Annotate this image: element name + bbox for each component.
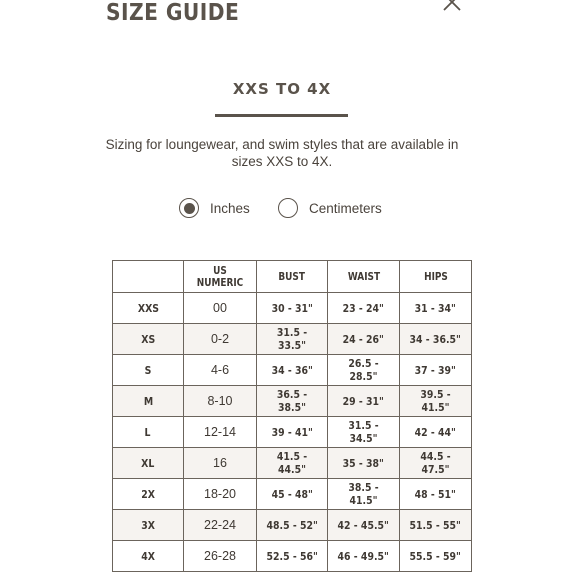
cell-bust: 30 - 31" [257, 293, 328, 324]
cell-waist: 35 - 38" [328, 448, 400, 479]
cell-waist: 38.5 - 41.5" [328, 479, 400, 510]
cell-us-numeric: 4-6 [184, 355, 257, 386]
cell-us-numeric: 8-10 [184, 386, 257, 417]
table-row [113, 510, 472, 541]
cell-hips: 37 - 39" [400, 355, 472, 386]
cell-bust: 34 - 36" [257, 355, 328, 386]
cell-size: M [113, 386, 184, 417]
table-row [113, 355, 472, 386]
close-button[interactable] [440, 0, 464, 14]
tab-xxs-to-4x[interactable]: XXS TO 4X [232, 80, 332, 98]
cell-waist: 23 - 24" [328, 293, 400, 324]
cell-hips: 42 - 44" [400, 417, 472, 448]
description-line-2: sizes XXS to 4X. [231, 154, 333, 169]
radio-inches-label: Inches [210, 200, 250, 216]
table-header-row [113, 261, 472, 293]
cell-size: XS [113, 324, 184, 355]
radio-inches[interactable] [179, 196, 250, 220]
radio-unselected-icon[interactable] [278, 198, 298, 218]
cell-bust: 48.5 - 52" [257, 510, 328, 541]
cell-hips: 34 - 36.5" [400, 324, 472, 355]
cell-hips: 39.5 - 41.5" [400, 386, 472, 417]
cell-hips: 48 - 51" [400, 479, 472, 510]
size-chart-table [112, 260, 472, 572]
cell-size: XXS [113, 293, 184, 324]
cell-us-numeric: 0-2 [184, 324, 257, 355]
table-row [113, 324, 472, 355]
cell-bust: 52.5 - 56" [257, 541, 328, 572]
cell-waist: 31.5 - 34.5" [328, 417, 400, 448]
header-hips: HIPS [400, 261, 472, 293]
cell-hips: 55.5 - 59" [400, 541, 472, 572]
header-size [113, 261, 184, 293]
cell-us-numeric: 16 [184, 448, 257, 479]
cell-size: 4X [113, 541, 184, 572]
cell-us-numeric: 26-28 [184, 541, 257, 572]
cell-size: 2X [113, 479, 184, 510]
unit-selector [0, 196, 580, 220]
cell-bust: 36.5 - 38.5" [257, 386, 328, 417]
cell-size: S [113, 355, 184, 386]
cell-size: L [113, 417, 184, 448]
cell-us-numeric: 18-20 [184, 479, 257, 510]
radio-dot [184, 203, 195, 214]
radio-centimeters-label: Centimeters [309, 200, 382, 216]
table-row [113, 448, 472, 479]
cell-waist: 26.5 - 28.5" [328, 355, 400, 386]
header-waist: WAIST [328, 261, 400, 293]
cell-us-numeric: 22-24 [184, 510, 257, 541]
header-us-numeric: US NUMERIC [184, 261, 257, 293]
table-row [113, 479, 472, 510]
cell-bust: 45 - 48" [257, 479, 328, 510]
cell-bust: 41.5 - 44.5" [257, 448, 328, 479]
cell-hips: 31 - 34" [400, 293, 472, 324]
close-icon[interactable] [440, 0, 464, 14]
tab-active-underline [215, 114, 348, 117]
cell-waist: 46 - 49.5" [328, 541, 400, 572]
page-title: SIZE GUIDE [106, 0, 240, 26]
table-row [113, 417, 472, 448]
cell-hips: 51.5 - 55" [400, 510, 472, 541]
cell-bust: 31.5 - 33.5" [257, 324, 328, 355]
radio-centimeters[interactable] [278, 196, 382, 220]
cell-size: XL [113, 448, 184, 479]
cell-size: 3X [113, 510, 184, 541]
table-row [113, 293, 472, 324]
cell-hips: 44.5 - 47.5" [400, 448, 472, 479]
cell-waist: 42 - 45.5" [328, 510, 400, 541]
cell-us-numeric: 12-14 [184, 417, 257, 448]
cell-us-numeric: 00 [184, 293, 257, 324]
cell-bust: 39 - 41" [257, 417, 328, 448]
cell-waist: 29 - 31" [328, 386, 400, 417]
table-row [113, 541, 472, 572]
header-bust: BUST [257, 261, 328, 293]
table-row [113, 386, 472, 417]
radio-selected-icon[interactable] [179, 198, 199, 218]
cell-waist: 24 - 26" [328, 324, 400, 355]
description-line-1: Sizing for loungewear, and swim styles that are available in [105, 137, 459, 152]
size-description [90, 136, 474, 170]
